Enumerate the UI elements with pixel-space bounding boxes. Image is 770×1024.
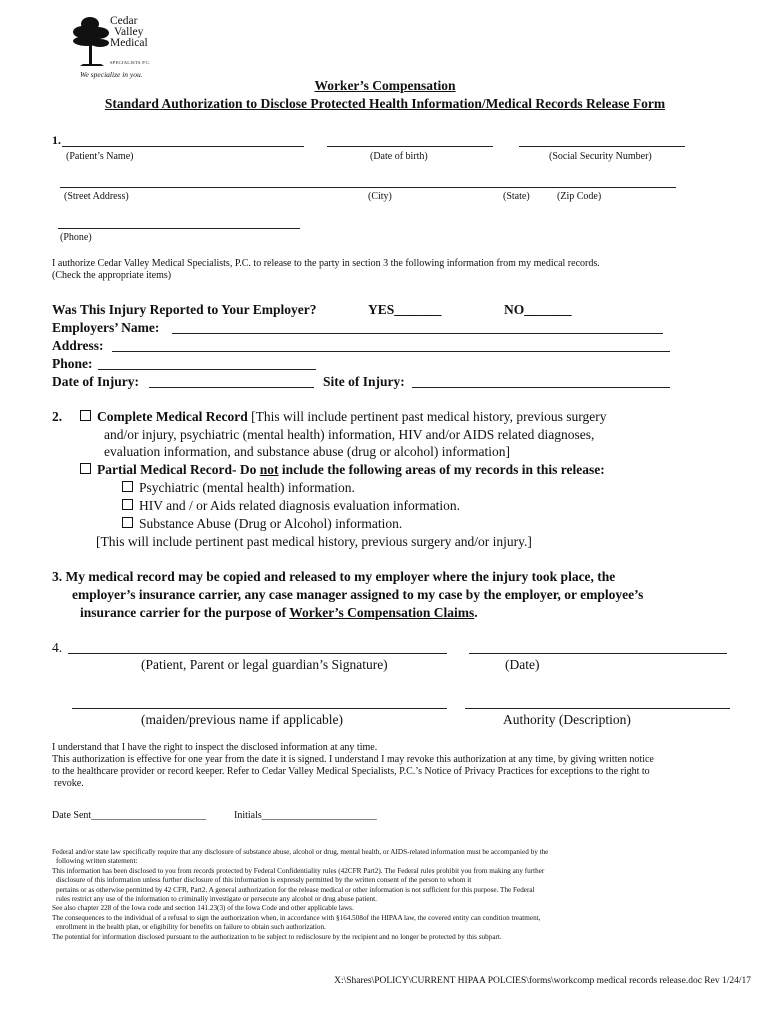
partial-record-option[interactable]: Partial Medical Record- Do not include the following areas of my records in this release: <box>80 462 605 478</box>
checkbox[interactable] <box>122 481 133 492</box>
footer-file-path: X:\Shares\POLICY\CURRENT HIPAA POLCIES\forms\workcomp medical records release.doc Rev 1/24/17 <box>334 976 751 986</box>
employer-phone-field[interactable] <box>98 369 316 370</box>
authorize-text: I authorize Cedar Valley Medical Specialists, P.C. to release to the party in section 3 the following information from my medical records. (Check the appropriate items) <box>52 258 600 281</box>
logo-specialists: SPECIALISTS P.C. <box>110 60 151 65</box>
zip-label: (Zip Code) <box>557 191 602 202</box>
maiden-name-field[interactable] <box>72 708 447 709</box>
rights-statement: I understand that I have the right to inspect the disclosed information at any time. This authorization is effective for one year from the date it is signed. I understand I may revoke this authorization at any time, by giving written notice to the healthcare provider or record keeper. Refer to Cedar Valley Medical Specialists, P.C.’s Notice of Privacy Practices for exceptions to the right to revoke. <box>52 742 654 789</box>
section-3-line-2: employer’s insurance carrier, any case manager assigned to my case by the employer, or employee’s <box>72 587 644 602</box>
reported-question: Was This Injury Reported to Your Employer? <box>52 302 317 317</box>
employer-name-label: Employers’ Name: <box>52 320 160 335</box>
maiden-name-label: (maiden/previous name if applicable) <box>141 712 344 727</box>
section-4-number: 4. <box>52 640 63 655</box>
date-label: (Date) <box>505 657 540 672</box>
state-label: (State) <box>503 191 530 202</box>
complete-record-desc-3: evaluation information, and substance abuse (drug or alcohol) information] <box>104 444 511 459</box>
checkbox[interactable] <box>80 410 91 421</box>
section-2-number: 2. <box>52 409 63 424</box>
complete-record-option[interactable]: Complete Medical Record [This will include pertinent past medical history, previous surgery <box>80 409 607 425</box>
date-of-injury-field[interactable] <box>149 387 314 388</box>
employer-address-field[interactable] <box>112 351 670 352</box>
form-subtitle: Standard Authorization to Disclose Protected Health Information/Medical Records Release Form <box>104 96 666 111</box>
logo-wordmark: Cedar Valley Medical <box>110 15 148 49</box>
site-of-injury-field[interactable] <box>412 387 670 388</box>
dob-label: (Date of birth) <box>370 151 428 162</box>
exclude-hiv-option[interactable]: HIV and / or Aids related diagnosis evaluation information. <box>122 498 460 514</box>
company-logo <box>70 14 165 80</box>
checkbox[interactable] <box>122 517 133 528</box>
employer-name-field[interactable] <box>172 333 663 334</box>
city-label: (City) <box>368 191 392 202</box>
initials-field[interactable]: Initials_______________________ <box>234 810 377 821</box>
signature-label: (Patient, Parent or legal guardian’s Signature) <box>141 657 388 672</box>
employer-phone-label: Phone: <box>52 356 93 371</box>
street-label: (Street Address) <box>64 191 129 202</box>
phone-label: (Phone) <box>60 232 92 243</box>
dob-field[interactable] <box>327 146 493 147</box>
complete-record-desc-2: and/or injury, psychiatric (mental health) information, HIV and/or AIDS related diagnoses, <box>104 427 595 442</box>
authority-label: Authority (Description) <box>503 712 631 727</box>
exclude-psychiatric-option[interactable]: Psychiatric (mental health) information. <box>122 480 355 496</box>
checkbox[interactable] <box>122 499 133 510</box>
exclude-substance-option[interactable]: Substance Abuse (Drug or Alcohol) information. <box>122 516 402 532</box>
date-sent-field[interactable]: Date Sent_______________________ <box>52 810 207 821</box>
authority-field[interactable] <box>465 708 730 709</box>
reported-yes[interactable]: YES_______ <box>368 302 442 317</box>
form-title: Worker’s Compensation <box>314 78 456 93</box>
checkbox[interactable] <box>80 463 91 474</box>
ssn-field[interactable] <box>519 146 685 147</box>
patient-name-label: (Patient’s Name) <box>66 151 134 162</box>
patient-name-field[interactable] <box>62 146 304 147</box>
legal-notice: Federal and/or state law specifically require that any disclosure of substance abuse, alcohol or drug, mental health, or AIDS-related information must be accompanied by the following written statement: This information has been disclosed to you from records protected by Federal Confidentiality rules (42CFR Part2). The Federal rules prohibit you from making any further disclosure of this information unless further disclosure of this information is expressly permitted by the written consent of the person to whom it pertains or as otherwise permitted by 42 CFR, Part2. A general authorization for the release medical or other information is not sufficient for this purpose. The Federal rules restrict any use of the information to criminally investigate or persecute any alcohol or drug abuse patient. See also chapter 228 of the Iowa code and section 141.23(3) of the Iowa Code and other applicable laws. The consequences to the individual of a refusal to sign the authorization when, in accordance with §164.508of the HIPAA law, the covered entity can condition treatment, enrollment in the health plan, or eligibility for benefits on failure to obtain such authorization. The potential for information disclosed pursuant to the authorization to be subject to redisclosure by the recipient and no longer be protected by this subpart. <box>52 848 549 941</box>
phone-field[interactable] <box>58 228 300 229</box>
signature-field[interactable] <box>68 653 447 654</box>
section-3-line-1: 3. My medical record may be copied and released to my employer where the injury took place, the <box>52 569 616 584</box>
partial-record-note: [This will include pertinent past medical history, previous surgery and/or injury.] <box>96 534 532 549</box>
date-of-injury-label: Date of Injury: <box>52 374 139 389</box>
section-3-line-3: insurance carrier for the purpose of Worker’s Compensation Claims. <box>80 605 478 620</box>
address-field[interactable] <box>60 187 676 188</box>
logo-tagline: We specialize in you. <box>80 70 143 79</box>
ssn-label: (Social Security Number) <box>549 151 652 162</box>
employer-address-label: Address: <box>52 338 104 353</box>
cedar-tree-icon <box>70 14 112 70</box>
section-1-number: 1. <box>52 133 61 147</box>
signature-date-field[interactable] <box>469 653 727 654</box>
reported-no[interactable]: NO_______ <box>504 302 572 317</box>
site-of-injury-label: Site of Injury: <box>323 374 405 389</box>
